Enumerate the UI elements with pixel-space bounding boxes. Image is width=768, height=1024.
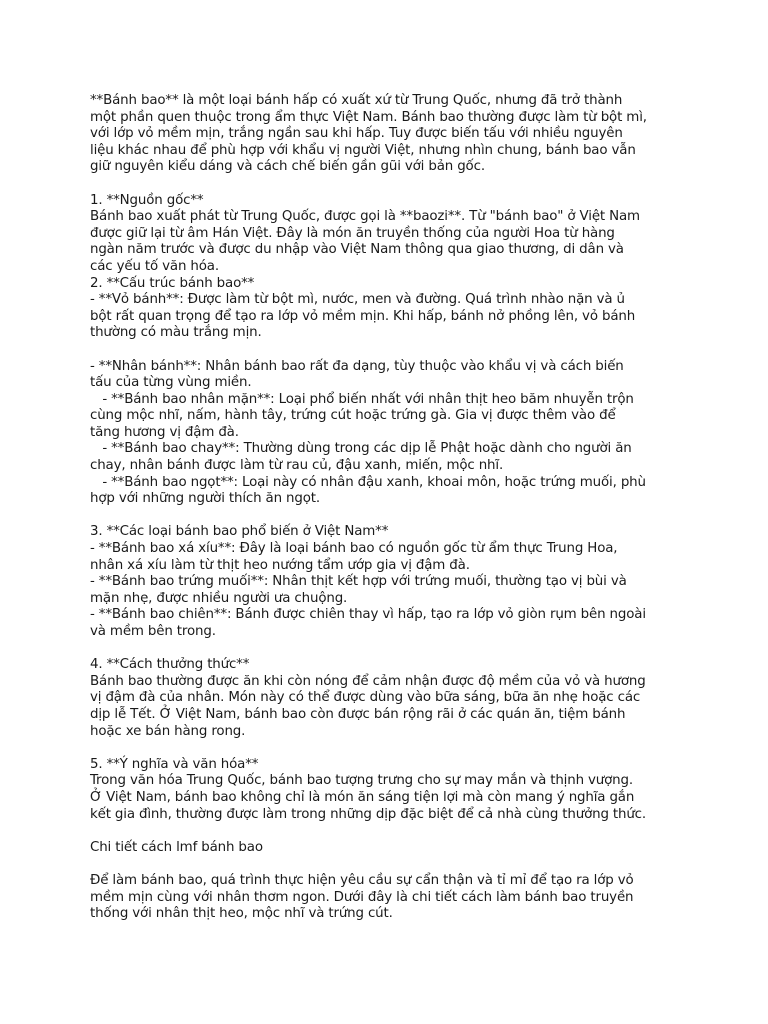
blank-line (90, 740, 690, 757)
text-line: vị đậm đà của nhân. Món này có thể được dùng vào bữa sáng, bữa ăn nhẹ hoặc các (90, 690, 641, 706)
text-line: Bánh bao thường được ăn khi còn nóng để cảm nhận được độ mềm của vỏ và hương (90, 673, 646, 689)
text-line: Trong văn hóa Trung Quốc, bánh bao tượng trưng cho sự may mắn và thịnh vượng. (90, 773, 633, 789)
text-line: **Bánh bao** là một loại bánh hấp có xuất xứ từ Trung Quốc, nhưng đã trở thành (90, 93, 623, 108)
text-line: - **Bánh bao xá xíu**: Đây là loại bánh bao có nguồn gốc từ ẩm thực Trung Hoa, (90, 541, 618, 557)
text-line: - **Bánh bao chay**: Thường dùng trong các dịp lễ Phật hoặc dành cho người ăn (90, 441, 632, 457)
text-line: hoặc xe bán hàng rong. (90, 723, 246, 739)
text-line: bột rất quan trọng để tạo ra lớp vỏ mềm mịn. Khi hấp, bánh nở phồng lên, vỏ bánh (90, 308, 636, 324)
text-line: liệu khác nhau để phù hợp với khẩu vị người Việt, nhưng nhìn chung, bánh bao vẫn (90, 142, 636, 158)
text-line: thường có màu trắng mịn. (90, 325, 262, 341)
text-line: các yếu tố văn hóa. (90, 258, 219, 274)
text-line: ngàn năm trước và được du nhập vào Việt Nam thông qua giao thương, di dân và (90, 242, 624, 258)
text-line: 1. **Nguồn gốc** (90, 192, 204, 208)
text-line: tăng hương vị đậm đà. (90, 424, 239, 440)
text-line: - **Bánh bao nhân mặn**: Loại phổ biến nhất với nhân thịt heo băm nhuyễn trộn (90, 391, 634, 407)
text-line: - **Vỏ bánh**: Được làm từ bột mì, nước, men và đường. Quá trình nhào nặn và ủ (90, 292, 625, 308)
text-line: Để làm bánh bao, quá trình thực hiện yêu cầu sự cẩn thận và tỉ mỉ để tạo ra lớp vỏ (90, 872, 634, 888)
text-line: - **Nhân bánh**: Nhân bánh bao rất đa dạng, tùy thuộc vào khẩu vị và cách biến (90, 358, 624, 374)
text-line: một phần quen thuộc trong ẩm thực Việt Nam. Bánh bao thường được làm từ bột mì, (90, 109, 647, 125)
text-line: tấu của từng vùng miền. (90, 375, 252, 391)
text-line: chay, nhân bánh được làm từ rau củ, đậu xanh, miến, mộc nhĩ. (90, 458, 504, 474)
text-line: Chi tiết cách lmf bánh bao (90, 839, 263, 855)
blank-line (90, 508, 690, 525)
text-line: - **Bánh bao chiên**: Bánh được chiên thay vì hấp, tạo ra lớp vỏ giòn rụm bên ngoài (90, 607, 646, 623)
text-line: 4. **Cách thưởng thức** (90, 657, 250, 673)
text-line: 3. **Các loại bánh bao phổ biến ở Việt Nam** (90, 524, 389, 540)
text-line: mềm mịn cùng với nhân thơm ngon. Dưới đây là chi tiết cách làm bánh bao truyền (90, 889, 634, 905)
blank-line (90, 342, 690, 359)
document-body (90, 93, 690, 923)
text-line: thống với nhân thịt heo, mộc nhĩ và trứng cút. (90, 906, 393, 922)
text-line: mặn nhẹ, được nhiều người ưa chuộng. (90, 590, 348, 606)
text-line: hợp với những người thích ăn ngọt. (90, 491, 320, 507)
text-line: 5. **Ý nghĩa và văn hóa** (90, 756, 259, 772)
blank-line (90, 641, 690, 658)
text-line: Bánh bao xuất phát từ Trung Quốc, được gọi là **baozi**. Từ "bánh bao" ở Việt Nam (90, 209, 640, 225)
blank-line (90, 823, 690, 840)
text-line: Ở Việt Nam, bánh bao không chỉ là món ăn sáng tiện lợi mà còn mang ý nghĩa gắn (90, 789, 635, 805)
text-line: với lớp vỏ mềm mịn, trắng ngần sau khi hấp. Tuy được biến tấu với nhiều nguyên (90, 126, 623, 142)
text-line: kết gia đình, thường được làm trong những dịp đặc biệt để cả nhà cùng thưởng thức. (90, 806, 646, 822)
text-line: dịp lễ Tết. Ở Việt Nam, bánh bao còn được bán rộng rãi ở các quán ăn, tiệm bánh (90, 706, 626, 722)
blank-line (90, 856, 690, 873)
blank-line (90, 176, 690, 193)
text-line: nhân xá xíu làm từ thịt heo nướng tẩm ướp gia vị đậm đà. (90, 557, 470, 573)
text-line: giữ nguyên kiểu dáng và cách chế biến gần gũi với bản gốc. (90, 159, 485, 175)
text-line: cùng mộc nhĩ, nấm, hành tây, trứng cút hoặc trứng gà. Gia vị được thêm vào để (90, 408, 616, 424)
text-line: và mềm bên trong. (90, 624, 216, 639)
text-line: - **Bánh bao trứng muối**: Nhân thịt kết hợp với trứng muối, thường tạo vị bùi và (90, 574, 627, 590)
text-line: 2. **Cấu trúc bánh bao** (90, 275, 255, 291)
text-line: được giữ lại từ âm Hán Việt. Đây là món ăn truyền thống của người Hoa từ hàng (90, 225, 615, 241)
text-line: - **Bánh bao ngọt**: Loại này có nhân đậu xanh, khoai môn, hoặc trứng muối, phù (90, 474, 646, 490)
